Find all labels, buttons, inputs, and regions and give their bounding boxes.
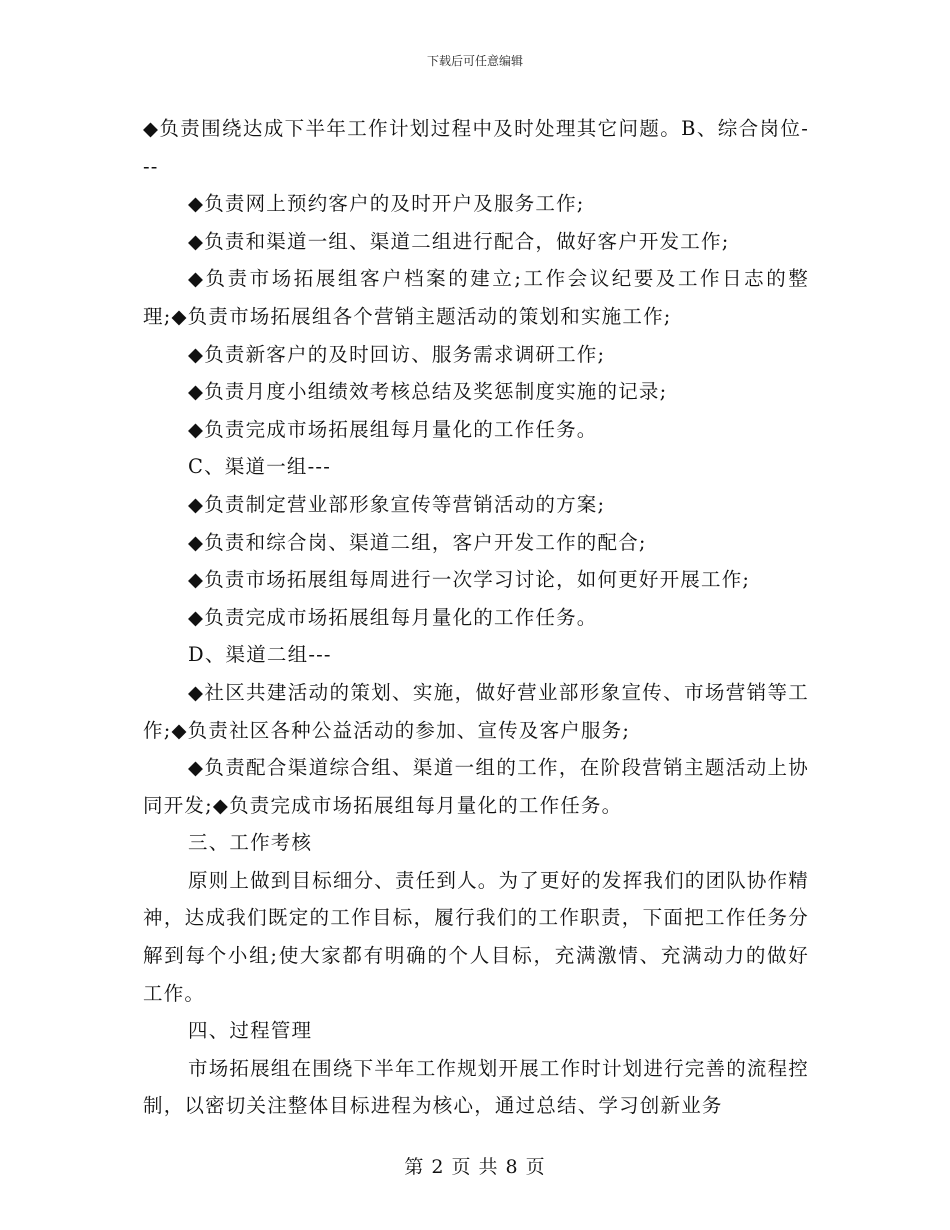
paragraph-3: ◆负责和渠道一组、渠道二组进行配合，做好客户开发工作;: [188, 229, 730, 253]
paragraph-17: 原则上做到目标细分、责任到人。为了更好的发挥我们的团队协作精神，达成我们既定的工作目标，履行我们的工作职责，下面把工作任务分解到每个小组;使大家都有明确的个人目标，充满激情、充满动力的做好工作。: [143, 868, 810, 1005]
paragraph-9: ◆负责制定营业部形象宣传等营销活动的方案;: [188, 492, 606, 516]
paragraph-1: ◆负责围绕达成下半年工作计划过程中及时处理其它问题。B、综合岗位---: [143, 117, 809, 178]
paragraph-4: ◆负责市场拓展组客户档案的建立;工作会议纪要及工作日志的整理;◆负责市场拓展组各个营销主题活动的策划和实施工作;: [143, 267, 809, 328]
document-body: [143, 110, 809, 1125]
paragraph-6: ◆负责月度小组绩效考核总结及奖惩制度实施的记录;: [188, 380, 668, 404]
paragraph-10: ◆负责和综合岗、渠道二组，客户开发工作的配合;: [188, 530, 647, 554]
paragraph-5: ◆负责新客户的及时回访、服务需求调研工作;: [188, 342, 606, 366]
section-heading-c: C、渠道一组---: [188, 455, 331, 479]
paragraph-11: ◆负责市场拓展组每周进行一次学习讨论，如何更好开展工作;: [188, 568, 751, 592]
section-heading-4: 四、过程管理: [188, 1019, 313, 1043]
section-heading-3: 三、工作考核: [188, 831, 313, 855]
paragraph-14: ◆社区共建活动的策划、实施，做好营业部形象宣传、市场营销等工作;◆负责社区各种公益活动的参加、宣传及客户服务;: [143, 680, 809, 742]
paragraph-7: ◆负责完成市场拓展组每月量化的工作任务。: [188, 417, 598, 441]
section-heading-d: D、渠道二组---: [188, 643, 332, 667]
page-header: 下载后可任意编辑: [426, 54, 523, 68]
paragraph-12: ◆负责完成市场拓展组每月量化的工作任务。: [188, 605, 598, 629]
paragraph-19: 市场拓展组在围绕下半年工作规划开展工作时计划进行完善的流程控制，以密切关注整体目标进程为核心，通过总结、学习创新业务: [143, 1056, 810, 1118]
paragraph-2: ◆负责网上预约客户的及时开户及服务工作;: [188, 192, 585, 216]
page-number-footer: 第 2 页 共 8 页: [404, 1156, 546, 1178]
paragraph-15: ◆负责配合渠道综合组、渠道一组的工作，在阶段营销主题活动上协同开发;◆负责完成市场拓展组每月量化的工作任务。: [143, 756, 809, 817]
